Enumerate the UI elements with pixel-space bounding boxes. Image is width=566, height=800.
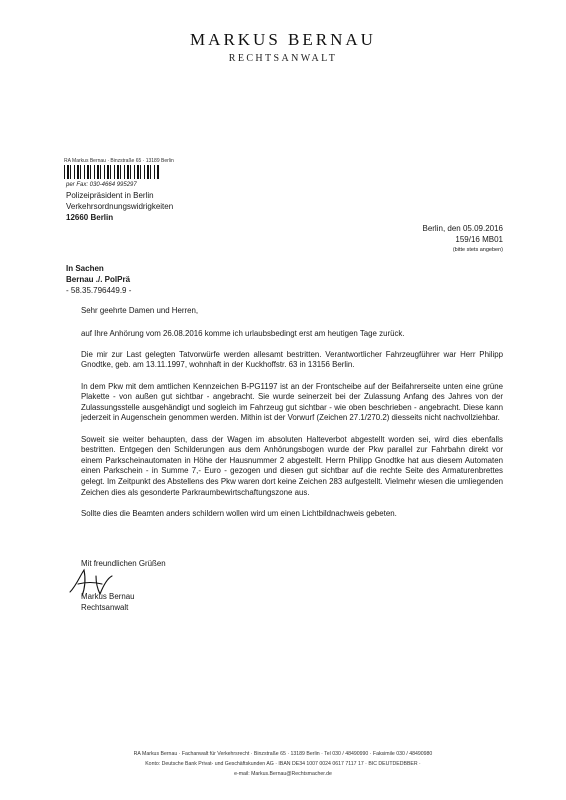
body-paragraph: Sollte dies die Beamten anders schildern wollen wird um einen Lichtbildnachweis gebeten. <box>81 508 397 518</box>
letter-date: Berlin, den 05.09.2016 <box>422 224 503 233</box>
letterhead-name: MARKUS BERNAU <box>190 30 376 49</box>
reference-note: (bitte stets angeben) <box>452 247 503 253</box>
reference-number: 159/16 MB01 <box>455 235 503 244</box>
file-number: - 58.35.796449.9 - <box>66 286 132 295</box>
letter-body <box>81 306 503 530</box>
footer-line: Konto: Deutsche Bank Privat- und Geschäftskunden AG · IBAN DE34 1007 0024 0617 7117 17 · BIC DEUTDEDBBER · <box>145 761 421 767</box>
subject-parties: Bernau ./. PolPrä <box>66 275 131 284</box>
recipient-line: Verkehrsordnungswidrigkeiten <box>66 202 174 211</box>
subject-block <box>66 263 131 296</box>
return-address: RA Markus Bernau · Binzstraße 65 · 13189 Berlin <box>64 158 174 164</box>
salutation: Sehr geehrte Damen und Herren, <box>81 306 199 315</box>
date-block <box>422 223 503 255</box>
footer-email: e-mail: Markus.Bernau@Rechtsmacher.de <box>234 771 332 777</box>
recipient-address <box>66 190 173 223</box>
recipient-line: Polizeipräsident in Berlin <box>66 191 154 200</box>
barcode-icon <box>64 165 160 179</box>
body-paragraph: Soweit sie weiter behaupten, dass der Wagen im absoluten Halteverbot abgestellt worden sei, wird dies ebenfalls bestritten. Entgegen den Schilderungen aus dem Anhörungsbogen wurde der Pkw parallel zur Fahrbahn direkt vor einem Parkscheinautomaten in Höhe der Hausnummer 2 abgestellt. Herrn Philipp Gnodtke hat aus diesem Automaten einen Parkschein - in Summe 7,- Euro - gezogen und diesen gut sichtbar auf die rechte Seite des Armaturenbrettes gelegt. Im Zeitpunkt des Abstellens des Pkw waren dort keine Zeichen 283 aufgestellt. Vielmehr wiesen die umliegenden Zeichen dies als gesonderte Parkraumbewirtschaftungszone aus. <box>81 434 503 497</box>
body-paragraph: In dem Pkw mit dem amtlichen Kennzeichen B-PG1197 ist an der Frontscheibe auf der Beifahrerseite unten eine grüne Plakette - von außen gut sichtbar - angebracht. Sie wurde seinerzeit bei der Zulassung Anfang des Jahres von der Zulassungsstelle ausgehändigt und sogleich im Fahrzeug gut sichtbar - wie oben beschrieben - angebracht. Diese kann jederzeit in Augenschein genommen werden. Mithin ist der Vorwurf (Zeichen 27.1/270.2) diesseits nicht nachvollziehbar. <box>81 381 503 423</box>
subject-heading: In Sachen <box>66 264 104 273</box>
signer-name: Markus Bernau <box>81 592 135 601</box>
signer-role: Rechtsanwalt <box>81 602 129 612</box>
footer-line: RA Markus Bernau · Fachanwalt für Verkehrsrecht · Binzstraße 65 · 13189 Berlin · Tel 030 / 48490990 · Faksimile 030 / 48490980 <box>133 751 433 757</box>
signer-block <box>81 592 135 613</box>
fax-line: per Fax: 030-4664 995297 <box>66 182 137 188</box>
body-paragraph: auf Ihre Anhörung vom 26.08.2016 komme ich urlaubsbedingt erst am heutigen Tage zurück. <box>81 328 405 338</box>
recipient-city: 12660 Berlin <box>66 213 114 222</box>
body-paragraph: Die mir zur Last gelegten Tatvorwürfe werden allesamt bestritten. Verantwortlicher Fahrzeugführer war Herr Philipp Gnodtke, geb. am 13.11.1997, wohnhaft in der Kuckhoffstr. 63 in 13156 Berlin. <box>81 349 503 370</box>
footer <box>0 749 566 779</box>
closing-greeting: Mit freundlichen Grüßen <box>81 559 166 568</box>
letterhead-title: RECHTSANWALT <box>228 53 338 64</box>
